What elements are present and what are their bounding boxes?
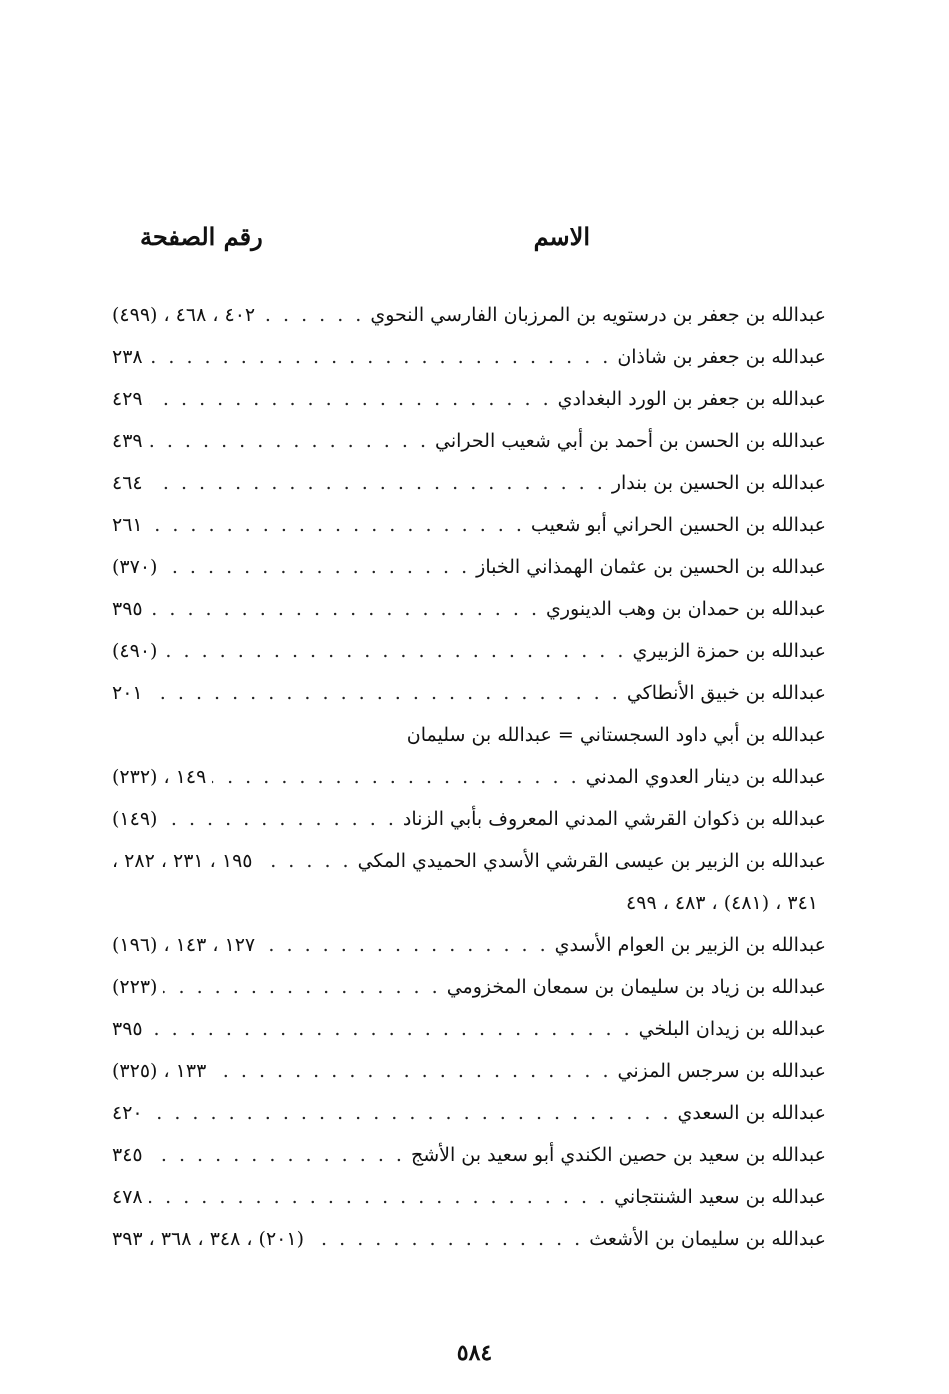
- entry-name: عبدالله بن أبي داود السجستاني = عبدالله بن سليمان: [406, 724, 826, 746]
- entry-pages: (٢٠١) ، ٣٤٨ ، ٣٦٨ ، ٣٩٣: [112, 1228, 304, 1250]
- leader-dots: [163, 630, 626, 672]
- leader-dots: [310, 1218, 583, 1260]
- leader-dots: [149, 462, 606, 504]
- index-entry: [112, 672, 826, 714]
- entry-pages: ٤٠٢ ، ٤٦٨ ، (٤٩٩): [112, 304, 256, 326]
- index-entry: [112, 294, 826, 336]
- entry-pages: ٤٢٠: [112, 1102, 143, 1124]
- index-entry: [112, 630, 826, 672]
- entry-name: عبدالله بن الزبير بن العوام الأسدي: [554, 934, 826, 956]
- entry-pages: ٣٩٥: [112, 598, 143, 620]
- entry-name: عبدالله بن الحسين بن بندار: [611, 472, 826, 494]
- entry-pages: ١٣٣ ، (٣٢٥): [112, 1060, 207, 1082]
- entry-pages: ٤٣٩: [112, 430, 143, 452]
- entry-name: عبدالله بن سليمان بن الأشعث: [589, 1228, 826, 1250]
- page-column-heading: رقم الصفحة: [140, 222, 263, 251]
- entry-name: عبدالله بن حمزة الزبيري: [632, 640, 826, 662]
- index-entry: [112, 1050, 826, 1092]
- index-entry: [112, 1008, 826, 1050]
- entry-name: عبدالله بن جعفر بن شاذان: [617, 346, 826, 368]
- index-entry: [112, 1092, 826, 1134]
- leader-dots: [149, 1176, 608, 1218]
- index-entries: [112, 294, 826, 1260]
- leader-dots: [149, 1092, 672, 1134]
- entry-pages: (١٤٩): [112, 808, 158, 830]
- entry-name: عبدالله بن الزبير بن عيسى القرشي الأسدي الحميدي المكي: [357, 850, 826, 872]
- index-entry: [112, 756, 826, 798]
- entry-name: عبدالله بن زيدان البلخي: [638, 1018, 826, 1040]
- index-entry: [112, 420, 826, 462]
- index-entry: [112, 966, 826, 1008]
- leader-dots: [149, 1134, 405, 1176]
- entry-pages: (٢٢٣): [112, 976, 158, 998]
- leader-dots: [163, 798, 396, 840]
- entry-pages: ٤٧٨: [112, 1186, 143, 1208]
- leader-dots: [212, 756, 579, 798]
- leader-dots: [149, 588, 540, 630]
- entry-name: عبدالله بن ذكوان القرشي المدني المعروف بأبي الزناد: [402, 808, 826, 830]
- index-entry: [112, 504, 826, 546]
- leader-dots: [149, 336, 612, 378]
- leader-dots: [149, 1008, 633, 1050]
- leader-dots: [149, 378, 552, 420]
- index-entry: [112, 1134, 826, 1176]
- entry-name: عبدالله بن سرجس المزني: [617, 1060, 826, 1082]
- leader-dots: [163, 966, 440, 1008]
- leader-dots: [149, 420, 429, 462]
- entry-name: عبدالله بن الحسين الحراني أبو شعيب: [530, 514, 826, 536]
- entry-pages: ٢٣٨: [112, 346, 143, 368]
- index-entry: [112, 378, 826, 420]
- entry-name: عبدالله بن خبيق الأنطاكي: [626, 682, 826, 704]
- index-entry: [112, 798, 826, 840]
- leader-dots: [261, 294, 364, 336]
- entry-name: عبدالله بن دينار العدوي المدني: [585, 766, 826, 788]
- entry-name: عبدالله بن جعفر بن درستويه بن المرزبان الفارسي النحوي: [370, 304, 826, 326]
- column-header: [140, 222, 590, 262]
- index-entry: [112, 840, 826, 882]
- index-entry: [112, 1218, 826, 1260]
- page-number: ٥٨٤: [456, 1340, 493, 1366]
- leader-dots: [258, 840, 351, 882]
- entry-pages: ٤٦٤: [112, 472, 143, 494]
- index-entry: [112, 546, 826, 588]
- entry-name: عبدالله بن زياد بن سليمان بن سمعان المخزومي: [446, 976, 826, 998]
- entry-pages: ١٩٥ ، ٢٣١ ، ٢٨٢ ،: [112, 850, 253, 872]
- entry-name: عبدالله بن الحسين بن عثمان الهمذاني الخباز: [476, 556, 826, 578]
- entry-name: عبدالله بن الحسن بن أحمد بن أبي شعيب الحراني: [435, 430, 826, 452]
- index-entry: [112, 1176, 826, 1218]
- entry-pages: ٤٢٩: [112, 388, 143, 410]
- entry-name: عبدالله بن السعدي: [677, 1102, 826, 1124]
- index-entry: [112, 714, 826, 756]
- entry-pages: (٣٧٠): [112, 556, 158, 578]
- leader-dots: [212, 1050, 611, 1092]
- index-entry: [112, 336, 826, 378]
- index-entry: [112, 462, 826, 504]
- entry-pages: ٣٤١ ، (٤٨١) ، ٤٨٣ ، ٤٩٩: [626, 892, 818, 914]
- leader-dots: [261, 924, 549, 966]
- name-column-heading: الاسم: [533, 222, 590, 251]
- entry-name: عبدالله بن حمدان بن وهب الدينوري: [546, 598, 826, 620]
- entry-pages: ٣٩٥: [112, 1018, 143, 1040]
- entry-pages: ٣٤٥: [112, 1144, 143, 1166]
- entry-pages: ١٢٧ ، ١٤٣ ، (١٩٦): [112, 934, 256, 956]
- entry-name: عبدالله بن سعيد الشنتجاني: [614, 1186, 826, 1208]
- index-entry: [112, 882, 826, 924]
- leader-dots: [149, 672, 621, 714]
- entry-pages: ١٤٩ ، (٢٣٢): [112, 766, 207, 788]
- entry-name: عبدالله بن جعفر بن الورد البغدادي: [557, 388, 826, 410]
- entry-pages: ٢٠١: [112, 682, 143, 704]
- entry-pages: ٢٦١: [112, 514, 143, 536]
- entry-pages: (٤٩٠): [112, 640, 158, 662]
- leader-dots: [149, 504, 525, 546]
- leader-dots: [163, 546, 470, 588]
- index-entry: [112, 588, 826, 630]
- entry-name: عبدالله بن سعيد بن حصين الكندي أبو سعيد بن الأشج: [410, 1144, 826, 1166]
- index-entry: [112, 924, 826, 966]
